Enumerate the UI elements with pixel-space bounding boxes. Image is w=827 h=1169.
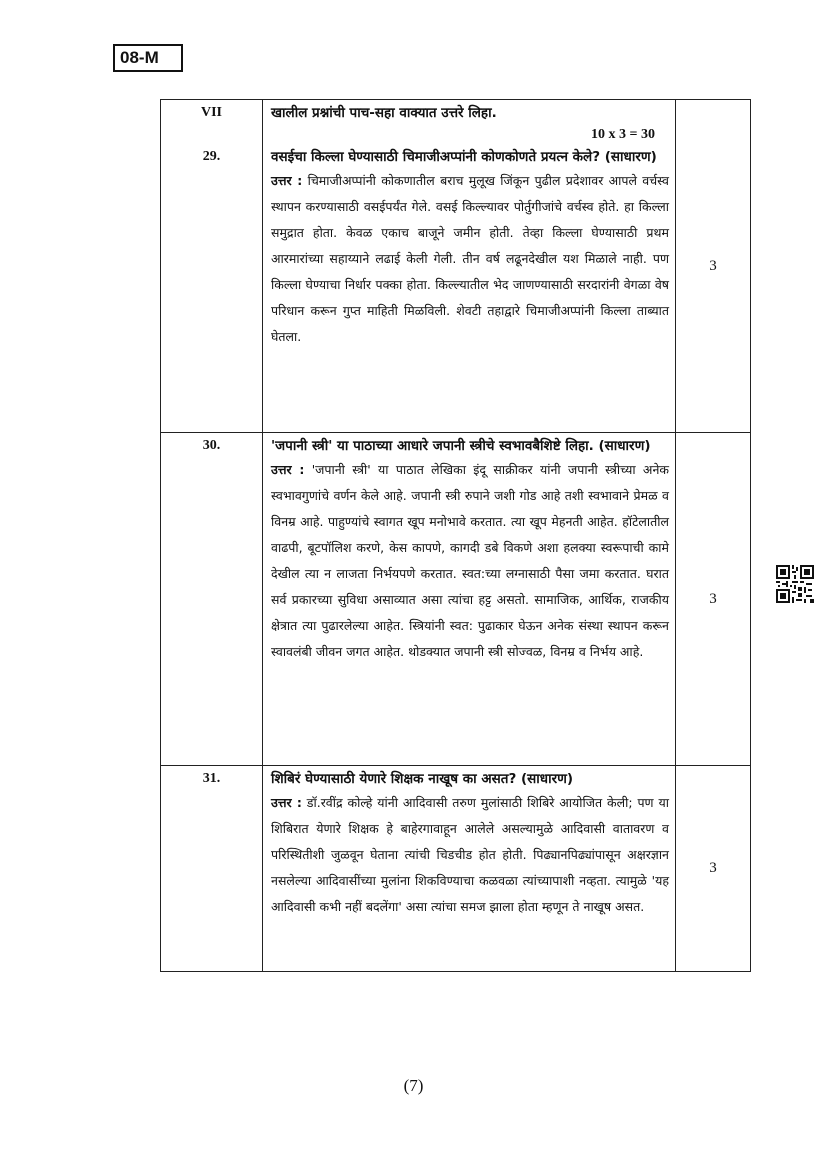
table-row (161, 766, 751, 972)
answer-text (271, 168, 669, 350)
table-row (161, 433, 751, 766)
number-cell (161, 100, 263, 433)
paper-code-box (113, 44, 183, 72)
question-text: 'जपानी स्त्री' या पाठाच्या आधारे जपानी स्त्रीचे स्वभावबैशिष्टे लिहा. (साधारण) (271, 438, 651, 454)
question-body-cell (263, 433, 676, 766)
marks-value: 3 (709, 257, 717, 274)
table-row (161, 100, 751, 433)
paper-code: 08-M (120, 48, 159, 67)
answer-body: 'जपानी स्त्री' या पाठात लेखिका इंदू साक्रीकर यांनी जपानी स्त्रीच्या अनेक स्वभावगुणांचे वर्णन केले आहे. जपानी स्त्री रुपाने जशी गोड आहे तशी स्वभावाने प्रेमळ व विनम्र आहे. पाहुण्यांचे स्वागत खूप मनोभावे करतात. त्या खूप मेहनती आहेत. हॉटेलातील वाढपी, बूटपॉलिश करणे, केस कापणे, कागदी डबे विकणे अशा हलक्या स्वरूपाची कामे देखील त्या न लाजता निर्भयपणे करतात. स्वत:च्या लग्नासाठी पैसा जमा करतात. घरात सर्व प्रकारच्या सुविधा असाव्यात असा त्यांचा हट्ट असतो. सामाजिक, आर्थिक, राजकीय क्षेत्रात त्या पुढारलेल्या आहेत. स्त्रियांनी स्वत: पुढाकार घेऊन अनेक संस्था स्थापन करून स्वावलंबी जीवन जगत आहेत. थोडक्यात जपानी स्त्री सोज्वळ, विनम्र व निर्भय आहे. (271, 462, 670, 659)
section-marks: 10 x 3 = 30 (591, 127, 655, 142)
question-body-cell (263, 100, 676, 433)
question-text: वसईचा किल्ला घेण्यासाठी चिमाजीअप्पांनी कोणकोणते प्रयत्न केले? (साधारण) (271, 149, 657, 165)
question-number: 30. (202, 438, 221, 453)
section-number: VII (200, 105, 222, 120)
marks-cell (676, 433, 751, 766)
number-cell (161, 766, 263, 972)
answer-label: उत्तर : (271, 173, 303, 188)
number-cell (161, 433, 263, 766)
marks-value: 3 (709, 590, 717, 607)
question-number: 29. (202, 149, 221, 164)
answer-label: उत्तर : (271, 462, 305, 477)
question-number: 31. (202, 771, 221, 786)
marks-value: 3 (709, 860, 717, 876)
answer-label: उत्तर : (271, 795, 302, 810)
question-body-cell (263, 766, 676, 972)
section-instruction: खालील प्रश्नांची पाच-सहा वाक्यात उत्तरे लिहा. (271, 105, 497, 121)
question-text: शिबिरं घेण्यासाठी येणारे शिक्षक नाखूष का असत? (साधारण) (271, 771, 574, 787)
answer-text (271, 790, 669, 920)
page-number: (7) (403, 1076, 424, 1095)
marks-cell (676, 100, 751, 433)
answer-body: चिमाजीअप्पांनी कोकणातील बराच मुलूख जिंकून पुढील प्रदेशावर आपले वर्चस्व स्थापन करण्यासाठी वसईपर्यंत गेले. वसई किल्ल्यावर पोर्तुगीजांचे वर्चस्व होते. हा किल्ला समुद्रात होता. केवळ एकाच बाजूने जमीन होती. तेव्हा किल्ला घेण्यासाठी प्रथम आरमारांच्या सहाय्याने लढाई केली गेली. तीन वर्ष लढूनदेखील यश मिळाले नाही. पण किल्ला घेण्याचा निर्धार पक्का होता. किल्ल्यातील भेद जाणण्यासाठी सरदारांनी वेगळा वेष परिधान करून गुप्त माहिती मिळविली. शेवटी तहाद्वारे चिमाजीअप्पांनी किल्ला ताब्यात घेतला. (271, 173, 669, 344)
question-table (160, 99, 751, 972)
marks-cell (676, 766, 751, 972)
answer-text (271, 457, 669, 665)
answer-body: डॉ.रवींद्र कोल्हे यांनी आदिवासी तरुण मुलांसाठी शिबिरे आयोजित केली; पण या शिबिरात येणारे शिक्षक हे बाहेरगावाहून आलेले असल्यामुळे आदिवासी वातावरण व परिस्थितीशी जुळवून घेताना त्यांची चिडचीड होत होती. पिढ्यानपिढ्यांपासून अक्षरज्ञान नसलेल्या आदिवासींच्या मुलांना शिकविण्याचा कळवळा त्यांच्यापाशी नव्हता. त्यामुळे 'यह आदिवासी कभी नहीं बदलेंगा' असा त्यांचा समज झाला होता म्हणून ते नाखूष असत. (271, 795, 669, 914)
qr-code-icon (776, 565, 814, 603)
